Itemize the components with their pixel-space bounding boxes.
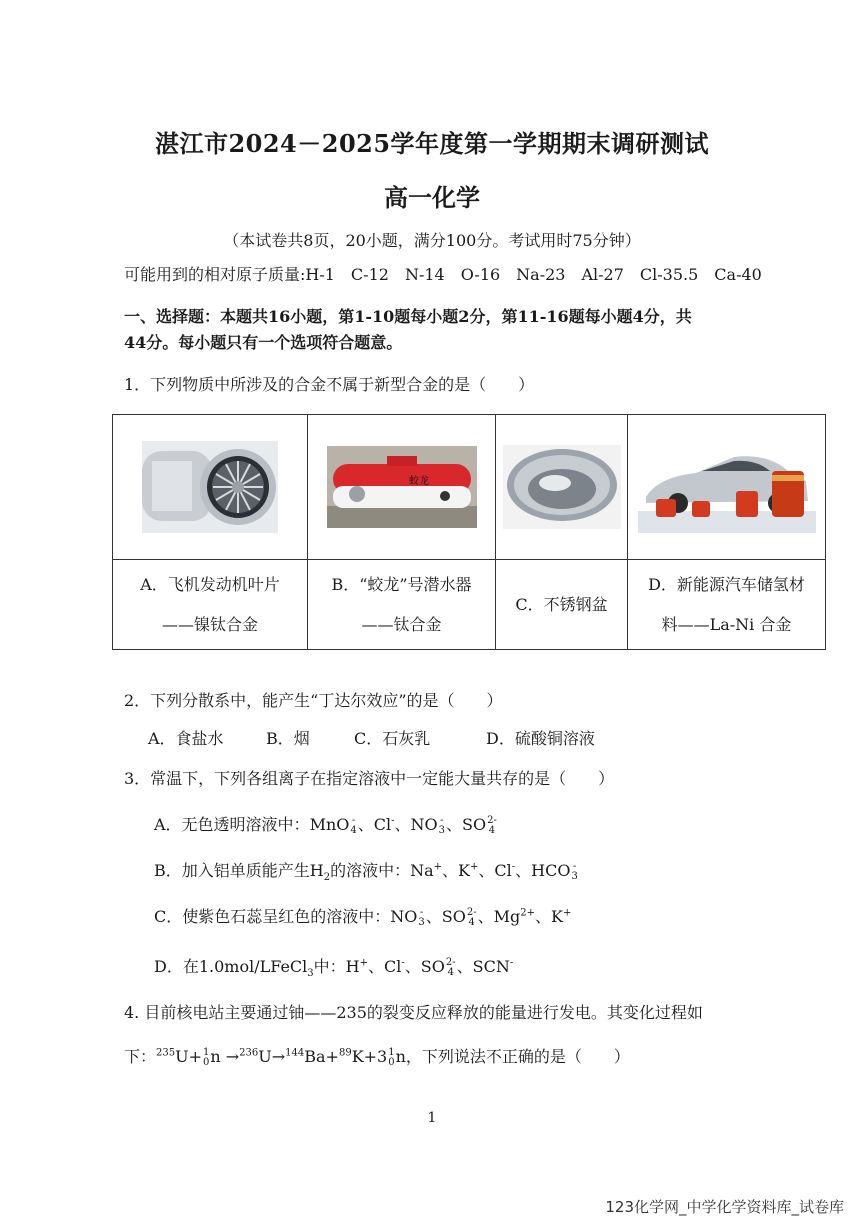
q3-option-c: C．使紫色石蕊呈红色的溶液中：NO - 3 、SO 2- 4 、$Mg^{2+}$、K+: [154, 906, 572, 928]
q3-option-a: [154, 812, 498, 836]
q1-option-c: [496, 560, 628, 650]
q1-image-b-cell: [308, 415, 496, 560]
hydrogen-car-image: [638, 441, 816, 533]
q1-stem: 1．下列物质中所涉及的合金不属于新型合金的是（ ）: [124, 375, 535, 394]
q3-option-a-prefix: A．无色透明溶液中：: [154, 815, 310, 834]
q4-line2-suffix: ，下列说法不正确的是（ ）: [405, 1047, 630, 1066]
q1-option-a-line1: A．飞机发动机叶片: [140, 574, 280, 594]
q3-option-b: B．加入铝单质能产生$H_2$的溶液中：Na+、K+、Cl-、HCO - 3: [154, 860, 578, 884]
exam-title: 湛江市2024－2025学年度第一学期期末调研测试: [154, 129, 710, 158]
q1-option-a-line2: ——镍钛合金: [161, 614, 258, 634]
q4-stem: 4. 目前核电站主要通过铀——235的裂变反应释放的能量进行发电。其变化过程如: [124, 1003, 703, 1022]
q2-option-a: A．食盐水: [148, 729, 224, 748]
steel-basin-image: [503, 445, 621, 529]
section-heading-line2: 44分。每小题只有一个选项符合题意。: [124, 333, 403, 352]
q2-stem: 2．下列分散系中，能产生“丁达尔效应”的是（ ）: [124, 691, 503, 710]
q1-option-d: [628, 560, 826, 650]
page-number: 1: [427, 1110, 437, 1126]
jet-engine-image: [142, 441, 278, 533]
q1-option-b-line2: ——钛合金: [361, 614, 442, 634]
q1-option-a: [113, 560, 308, 650]
q1-option-b: [308, 560, 496, 650]
q1-option-b-line1: B．“蛟龙”号潜水器: [331, 574, 472, 594]
section-heading-line1: 一、选择题：本题共16小题，第1-10题每小题2分，第11-16题每小题4分，共: [124, 307, 692, 326]
q3-option-b-mid: 的溶液中：: [330, 861, 411, 880]
q3-option-c-prefix: C．使紫色石蕊呈红色的溶液中：: [154, 907, 391, 926]
q1-image-c-cell: [496, 415, 628, 560]
atomic-masses: 可能用到的相对原子质量:H-1 C-12 N-14 O-16 Na-23 Al-27 Cl-35.5 Ca-40: [124, 265, 762, 284]
q3-stem: 3．常温下，下列各组离子在指定溶液中一定能大量共存的是（ ）: [124, 769, 615, 788]
q2-option-d: D．硫酸铜溶液: [486, 729, 595, 748]
submarine-label: 蛟龙: [408, 476, 429, 487]
q1-options-table: [112, 414, 826, 650]
submarine-image: [327, 446, 477, 528]
exam-subject: 高一化学: [384, 183, 480, 212]
q3-option-d: D．在1.0mol/LFeCl$_3$中：H+、Cl-、SO 2- 4 、SCN-: [154, 956, 514, 980]
q1-image-a-cell: [113, 415, 308, 560]
q3-option-d-mid: 中：: [313, 957, 346, 976]
q2-option-c: C．石灰乳: [354, 729, 431, 748]
q3-option-a-ions: MnO - 4 、Cl-、NO - 3 、SO 2- 4: [309, 814, 497, 836]
q1-image-d-cell: [628, 415, 826, 560]
q4-line2-prefix: 下：: [124, 1047, 157, 1066]
q2-option-b: B．烟: [266, 729, 310, 748]
q1-option-d-line2: 料——La-Ni 合金: [661, 614, 792, 634]
q3-option-b-prefix: B．加入铝单质能产生: [154, 861, 310, 880]
q3-option-d-prefix: D．在1.0mol/LFeCl: [154, 957, 308, 976]
q1-option-d-line1: D．新能源汽车储氢材: [648, 574, 805, 594]
exam-note: （本试卷共8页，20小题，满分100分。考试用时75分钟）: [223, 231, 641, 250]
q4-equation-line: 下：$^{235}$U+ 1 0 n →$^{236}$U→$^{144}$Ba+$^{89}$K+3 1 0 n，下列说法不正确的是（ ）: [124, 1046, 630, 1068]
footer-watermark: 123化学网_中学化学资料库_试卷库: [605, 1198, 844, 1216]
q1-option-c-line1: C．不锈钢盆: [515, 594, 608, 614]
